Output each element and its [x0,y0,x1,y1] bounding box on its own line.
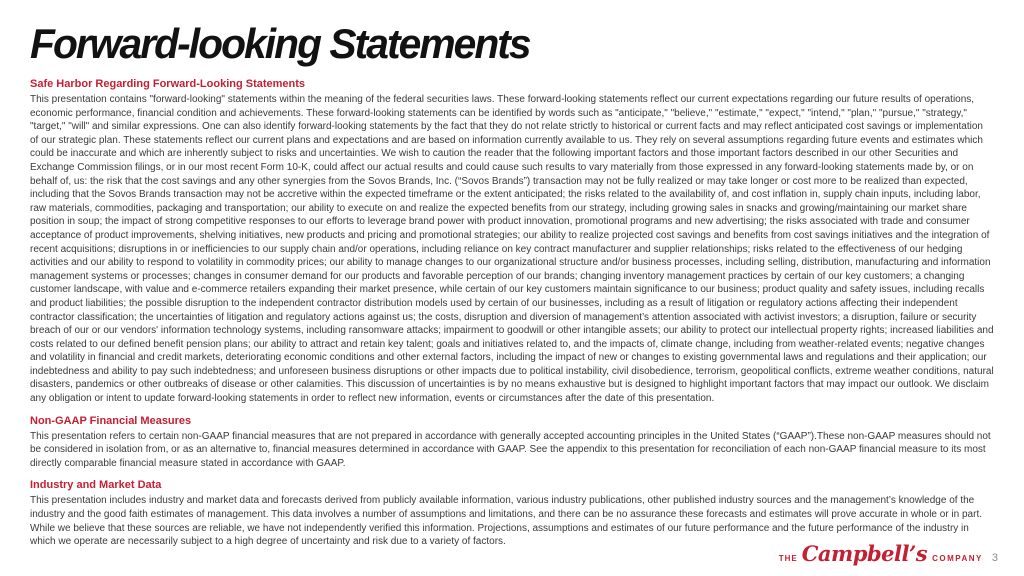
logo-brand-text: Campbell’s [801,541,928,566]
page-number: 3 [991,552,998,564]
slide-footer [779,541,998,566]
logo-company-text: COMPANY [932,554,983,563]
section-safe-harbor [30,78,994,406]
logo-the-text: THE [778,554,798,563]
section-heading-safe-harbor: Safe Harbor Regarding Forward-Looking Statements [30,78,306,90]
section-body-non-gaap: This presentation refers to certain non-GAAP financial measures that are not prepared in accordance with generally accepted accounting principles in the United States (“GAAP”).These non-GAAP measures should not be considered in isolation from, or as an alternative to, financial measures determined in accordance with GAAP. See the appendix to this presentation for reconciliation of each non-GAAP financial measure to its most directly comparable financial measure stated in accordance with GAAP. [30,430,991,469]
section-body-safe-harbor: This presentation contains "forward-looking" statements within the meaning of the federal securities laws. These forward-looking statements reflect our current expectations regarding our future results of operations, economic performance, financial condition and achievements. These forward-looking statements can be identified by words such as "anticipate," "believe," "estimate," "expect," "intend," "plan," "pursue," "strategy," "target," "will" and similar expressions. One can also identify forward-looking statements by the fact that they do not relate strictly to historical or current facts and may reflect anticipated cost savings or implementation of our strategic plan. These statements reflect our current plans and expectations and are based on information currently available to us. They rely on several assumptions regarding future events and estimates which could be inaccurate and which are inherently subject to risks and uncertainties. We wish to caution the reader that the following important factors and those important factors described in our other Securities and Exchange Commission filings, or in our most recent Form 10-K, could affect our actual results and could cause such results to vary materially from those expressed in any forward-looking statements made by, or on behalf of, us: the risk that the cost savings and any other synergies from the Sovos Brands, Inc. (“Sovos Brands”) transaction may not be fully realized or may take longer or cost more to be realized than expected, including that the Sovos Brands transaction may not be accretive within the expected timeframe or the extent anticipated; the risks related to the availability of, and cost inflation in, supply chain inputs, including labor, raw materials, commodities, packaging and transportation; our ability to execute on and realize the expected benefits from our strategy, including growing sales in snacks and growing/maintaining our market share position in soup; the impact of strong competitive responses to our efforts to leverage brand power with product innovation, promotional programs and new advertising; the risks associated with trade and consumer acceptance of product improvements, shelving initiatives, new products and pricing and promotional strategies; our ability to realize projected cost savings and benefits from cost savings initiatives and the integration of recent acquisitions; disruptions in or inefficiencies to our supply chain and/or operations, including reliance on key contract manufacturer and supplier relationships; risks related to the effectiveness of our hedging activities and our ability to respond to volatility in commodity prices; our ability to manage changes to our organizational structure and/or business processes, including selling, distribution, manufacturing and information management systems or processes; changes in consumer demand for our products and favorable perception of our brands; changing inventory management practices by certain of our key customers; a changing customer landscape, with value and e-commerce retailers expanding their market presence, while certain of our key customers maintain significance to our business; product quality and safety issues, including recalls and product liabilities; the possible disruption to the independent contractor distribution models used by certain of our businesses, including as a result of litigation or regulatory actions affecting their independent contractor classification; the uncertainties of litigation and regulatory actions against us; the costs, disruption and diversion of management’s attention associated with activist investors; a disruption, failure or security breach of our or our vendors' information technology systems, including ransomware attacks; impairment to goodwill or other intangible assets; our ability to protect our intellectual property rights; increased liabilities and costs related to our defined benefit pension plans; our ability to attract and retain key talent; goals and initiatives related to, and the impacts of, climate change, including from weather-related events; negative changes and volatility in financial and credit markets, deteriorating economic conditions and other external factors, including the impact of new or changes to existing governmental laws and regulations and their application; our indebtedness and ability to pay such indebtedness; and unforeseen business disruptions or other impacts due to political instability, civil disobedience, terrorism, geopolitical conflicts, extreme weather conditions, natural disasters, pandemics or other outbreaks of disease or other calamities. This discussion of uncertainties is by no means exhaustive but is designed to highlight important factors that may impact our outlook. We disclaim any obligation or intent to update forward-looking statements in order to reflect new information, events or circumstances after the date of this presentation. [30,94,994,405]
page-title: Forward-looking Statements [30,20,530,67]
section-non-gaap [30,415,994,471]
section-heading-non-gaap: Non-GAAP Financial Measures [30,414,192,427]
section-industry-data [30,479,994,548]
section-heading-industry-data: Industry and Market Data [30,479,162,492]
section-body-industry-data: This presentation includes industry and market data and forecasts derived from publicly available information, various industry publications, other published industry sources and the management’s knowledge of the industry and the good faith estimates of management. This data involves a number of assumptions and limitations, and there can be no assurance these forecasts and estimates will prove accurate in whole or in part. While we believe that these sources are reliable, we have not independently verified this information. Projections, assumptions and estimates of our future performance and the future performance of the industry in which we operate are necessarily subject to a high degree of uncertainty and risk due to a variety of factors. [30,495,983,548]
campbells-logo [779,541,983,566]
